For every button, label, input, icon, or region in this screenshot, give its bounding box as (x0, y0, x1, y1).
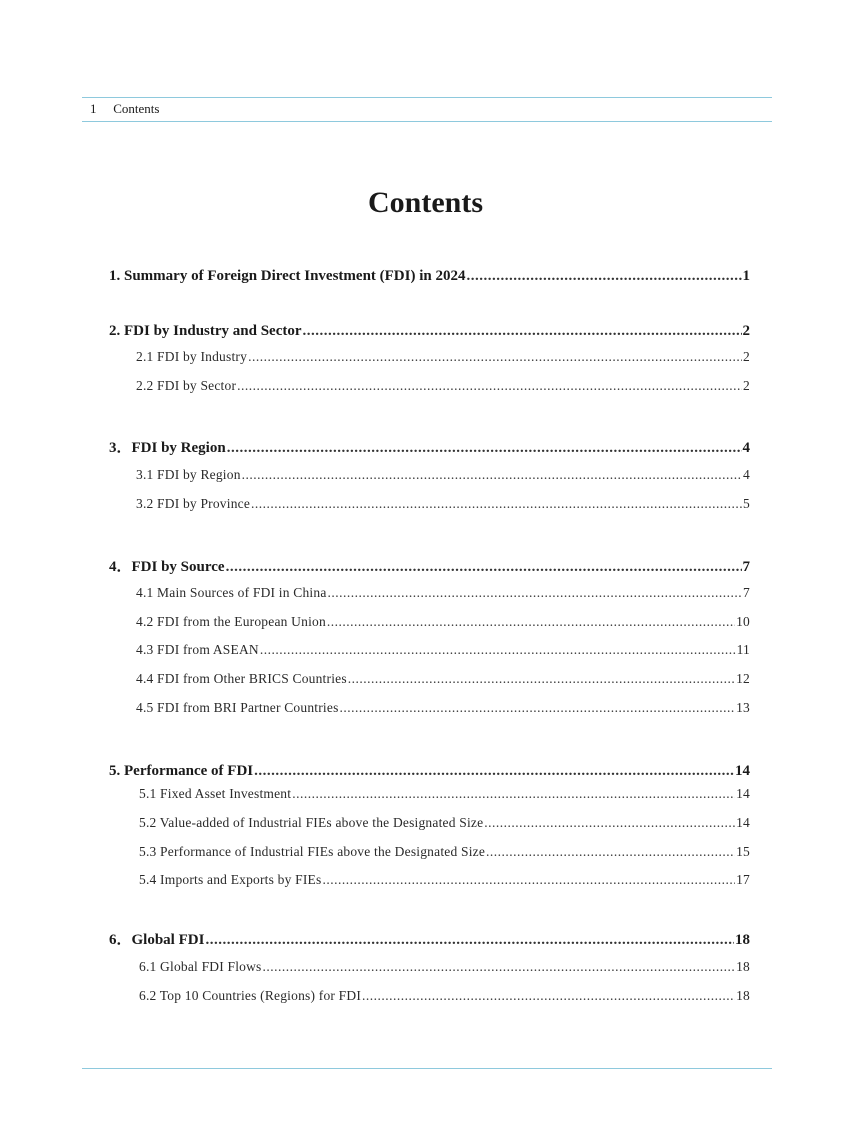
toc-section-label: 1. Summary of Foreign Direct Investment (FDI) in 2024 (109, 268, 466, 284)
header-top-rule (82, 97, 772, 98)
toc-section-1[interactable] (109, 266, 750, 286)
toc-item-4-5[interactable] (136, 699, 750, 717)
toc-item-page: 12 (736, 671, 750, 686)
dot-leader (327, 613, 735, 631)
toc-item-page: 15 (736, 844, 750, 859)
dot-leader (260, 641, 736, 659)
toc-page-number: 4 (742, 440, 750, 456)
toc-item-2-2[interactable] (136, 377, 750, 395)
footer-rule (82, 1068, 772, 1069)
dot-leader (322, 871, 735, 889)
toc-item-page: 2 (743, 349, 750, 364)
toc-item-5-4[interactable] (139, 871, 750, 889)
toc-page-number: 14 (735, 763, 750, 779)
toc-section-6[interactable] (109, 930, 750, 950)
toc-page-number: 18 (735, 932, 750, 948)
toc-section-label: 6．Global FDI (109, 932, 205, 948)
dot-leader (340, 699, 736, 717)
dot-leader (263, 958, 736, 976)
toc-item-page: 18 (736, 959, 750, 974)
dot-leader (328, 584, 743, 602)
dot-leader (248, 348, 742, 366)
toc-item-4-3[interactable] (136, 641, 750, 659)
dot-leader (484, 814, 735, 832)
toc-section-4[interactable] (109, 557, 750, 577)
toc-section-2[interactable] (109, 321, 750, 341)
toc-item-label: 5.3 Performance of Industrial FIEs above the Designated Size (139, 844, 486, 859)
toc-item-4-1[interactable] (136, 584, 750, 602)
toc-item-page: 5 (743, 496, 750, 511)
toc-section-3[interactable] (109, 438, 750, 458)
dot-leader (237, 377, 742, 395)
toc-item-page: 11 (736, 642, 750, 657)
dot-leader (251, 495, 742, 513)
toc-item-page: 14 (736, 815, 750, 830)
header-page-number: 1 (90, 101, 97, 116)
toc-item-label: 4.1 Main Sources of FDI in China (136, 585, 327, 600)
toc-section-label: 5. Performance of FDI (109, 763, 254, 779)
toc-item-label: 6.1 Global FDI Flows (139, 959, 262, 974)
toc-item-label: 5.1 Fixed Asset Investment (139, 786, 292, 801)
toc-item-3-1[interactable] (136, 466, 750, 484)
toc-section-label: 4．FDI by Source (109, 559, 225, 575)
toc-item-page: 10 (736, 614, 750, 629)
toc-item-label: 3.1 FDI by Region (136, 467, 241, 482)
header-running-title: Contents (113, 101, 160, 116)
toc-item-label: 4.4 FDI from Other BRICS Countries (136, 671, 347, 686)
page-title: Contents (367, 186, 483, 219)
toc-item-page: 14 (736, 786, 750, 801)
toc-item-5-1[interactable] (139, 785, 750, 803)
dot-leader (486, 843, 735, 861)
dot-leader (227, 438, 742, 458)
dot-leader (362, 987, 735, 1005)
toc-item-4-2[interactable] (136, 613, 750, 631)
dot-leader (242, 466, 742, 484)
dot-leader (466, 266, 741, 286)
toc-item-label: 4.5 FDI from BRI Partner Countries (136, 700, 339, 715)
toc-page-number: 1 (742, 268, 750, 284)
toc-item-page: 18 (736, 988, 750, 1003)
dot-leader (226, 557, 742, 577)
toc-item-label: 5.2 Value-added of Industrial FIEs above the Designated Size (139, 815, 484, 830)
toc-item-6-2[interactable] (139, 987, 750, 1005)
dot-leader (348, 670, 735, 688)
toc-section-label: 2. FDI by Industry and Sector (109, 323, 302, 339)
toc-item-page: 4 (743, 467, 750, 482)
toc-item-5-3[interactable] (139, 843, 750, 861)
running-header (90, 101, 159, 117)
toc-item-label: 4.3 FDI from ASEAN (136, 642, 259, 657)
dot-leader (254, 761, 734, 781)
toc-item-page: 2 (743, 378, 750, 393)
dot-leader (205, 930, 734, 950)
toc-item-page: 17 (736, 872, 750, 887)
toc-item-label: 3.2 FDI by Province (136, 496, 251, 511)
toc-item-4-4[interactable] (136, 670, 750, 688)
toc-section-5[interactable] (109, 761, 750, 781)
toc-page-number: 7 (742, 559, 750, 575)
dot-leader (292, 785, 735, 803)
toc-item-5-2[interactable] (139, 814, 750, 832)
toc-item-label: 2.2 FDI by Sector (136, 378, 237, 393)
toc-item-label: 5.4 Imports and Exports by FIEs (139, 872, 322, 887)
toc-item-3-2[interactable] (136, 495, 750, 513)
toc-item-label: 6.2 Top 10 Countries (Regions) for FDI (139, 988, 362, 1003)
toc-item-label: 4.2 FDI from the European Union (136, 614, 326, 629)
toc-page-number: 2 (742, 323, 750, 339)
header-bottom-rule (82, 121, 772, 122)
toc-item-page: 7 (743, 585, 750, 600)
toc-item-page: 13 (736, 700, 750, 715)
toc-item-2-1[interactable] (136, 348, 750, 366)
dot-leader (303, 321, 742, 341)
toc-item-label: 2.1 FDI by Industry (136, 349, 248, 364)
toc-item-6-1[interactable] (139, 958, 750, 976)
toc-section-label: 3．FDI by Region (109, 440, 226, 456)
